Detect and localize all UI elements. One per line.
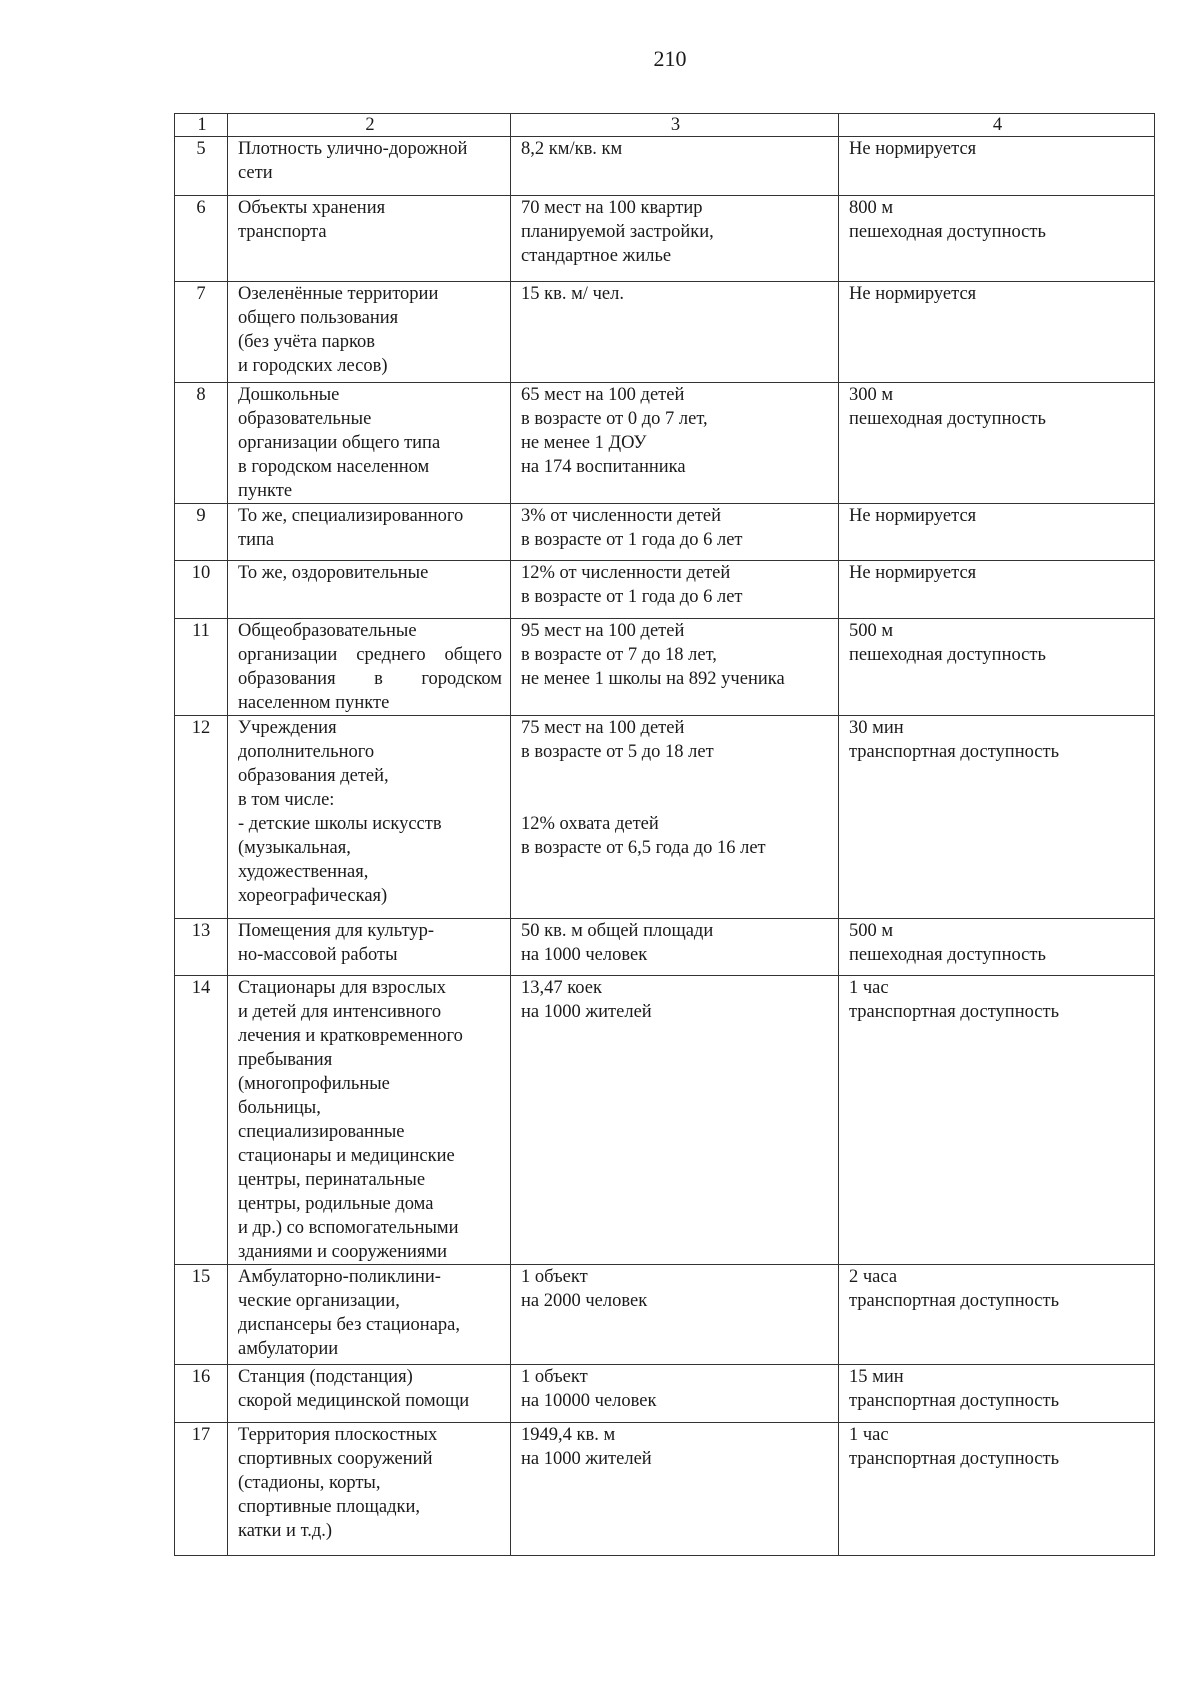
row-number: 7 [175,282,228,383]
norms-table [174,113,1155,1556]
row-number: 13 [175,919,228,976]
indicator-name: То же, специализированного типа [228,504,511,561]
accessibility: Не нормируется [839,137,1155,196]
table-row [175,716,1155,919]
indicator-name: То же, оздоровительные [228,561,511,619]
norm-value: 8,2 км/кв. км [511,137,839,196]
page-number: 210 [653,46,687,71]
indicator-name: Учреждения дополнительного образования детей, в том числе: - детские школы искусств (музыкальная, художественная, хореографическая) [228,716,511,919]
row-number: 10 [175,561,228,619]
indicator-name: Дошкольные образовательные организации общего типа в городском населенном пункте [228,383,511,504]
header-cell: 4 [839,114,1155,137]
indicator-name: Стационары для взрослых и детей для интенсивного лечения и кратковременного пребывания (многопрофильные больницы, специализированные стационары и медицинские центры, перинатальные центры, родильные дома и др.) со вспомогательными зданиями и сооружениями [228,976,511,1265]
accessibility: 15 мин транспортная доступность [839,1365,1155,1423]
norm-value: 1 объект на 2000 человек [511,1265,839,1365]
table-row [175,561,1155,619]
header-cell: 1 [175,114,228,137]
norm-value: 15 кв. м/ чел. [511,282,839,383]
row-number: 12 [175,716,228,919]
table-row [175,196,1155,282]
row-number: 17 [175,1423,228,1556]
norm-value: 95 мест на 100 детей в возрасте от 7 до 18 лет, не менее 1 школы на 892 ученика [511,619,839,716]
header-cell: 2 [228,114,511,137]
accessibility: Не нормируется [839,504,1155,561]
table-row [175,504,1155,561]
norm-value: 65 мест на 100 детей в возрасте от 0 до 7 лет, не менее 1 ДОУ на 174 воспитанника [511,383,839,504]
accessibility: 800 м пешеходная доступность [839,196,1155,282]
indicator-name: Озеленённые территории общего пользования (без учёта парков и городских лесов) [228,282,511,383]
table-row [175,1365,1155,1423]
row-number: 16 [175,1365,228,1423]
row-number: 5 [175,137,228,196]
norm-value: 75 мест на 100 детей в возрасте от 5 до 18 лет 12% охвата детей в возрасте от 6,5 года до 16 лет [511,716,839,919]
accessibility: 1 час транспортная доступность [839,1423,1155,1556]
norm-value: 3% от численности детей в возрасте от 1 года до 6 лет [511,504,839,561]
accessibility: Не нормируется [839,561,1155,619]
norm-value: 50 кв. м общей площади на 1000 человек [511,919,839,976]
indicator-name: Территория плоскостных спортивных сооружений (стадионы, корты, спортивные площадки, катки и т.д.) [228,1423,511,1556]
accessibility: 2 часа транспортная доступность [839,1265,1155,1365]
accessibility: 300 м пешеходная доступность [839,383,1155,504]
indicator-name: Плотность улично-дорожной сети [228,137,511,196]
row-number: 8 [175,383,228,504]
norm-value: 70 мест на 100 квартир планируемой застройки, стандартное жилье [511,196,839,282]
accessibility: 500 м пешеходная доступность [839,919,1155,976]
row-number: 15 [175,1265,228,1365]
table-row [175,282,1155,383]
indicator-name: Объекты хранения транспорта [228,196,511,282]
table-row [175,919,1155,976]
norm-value: 1949,4 кв. м на 1000 жителей [511,1423,839,1556]
table-header-row [175,114,1155,137]
row-number: 6 [175,196,228,282]
accessibility: Не нормируется [839,282,1155,383]
table-row [175,383,1155,504]
row-number: 14 [175,976,228,1265]
norm-value: 13,47 коек на 1000 жителей [511,976,839,1265]
accessibility: 500 м пешеходная доступность [839,619,1155,716]
indicator-name: Помещения для культур- но-массовой работы [228,919,511,976]
indicator-name: Станция (подстанция) скорой медицинской помощи [228,1365,511,1423]
header-cell: 3 [511,114,839,137]
row-number: 9 [175,504,228,561]
norm-value: 12% от численности детей в возрасте от 1 года до 6 лет [511,561,839,619]
table-row [175,619,1155,716]
row-number: 11 [175,619,228,716]
indicator-name: Амбулаторно-поликлини- ческие организации, диспансеры без стационара, амбулатории [228,1265,511,1365]
table-row [175,1423,1155,1556]
table-row [175,137,1155,196]
norm-value: 1 объект на 10000 человек [511,1365,839,1423]
indicator-name: Общеобразовательные организации среднего общего образования в городском населенном пункте [228,619,511,716]
table-row [175,1265,1155,1365]
accessibility: 1 час транспортная доступность [839,976,1155,1265]
table-row [175,976,1155,1265]
accessibility: 30 мин транспортная доступность [839,716,1155,919]
